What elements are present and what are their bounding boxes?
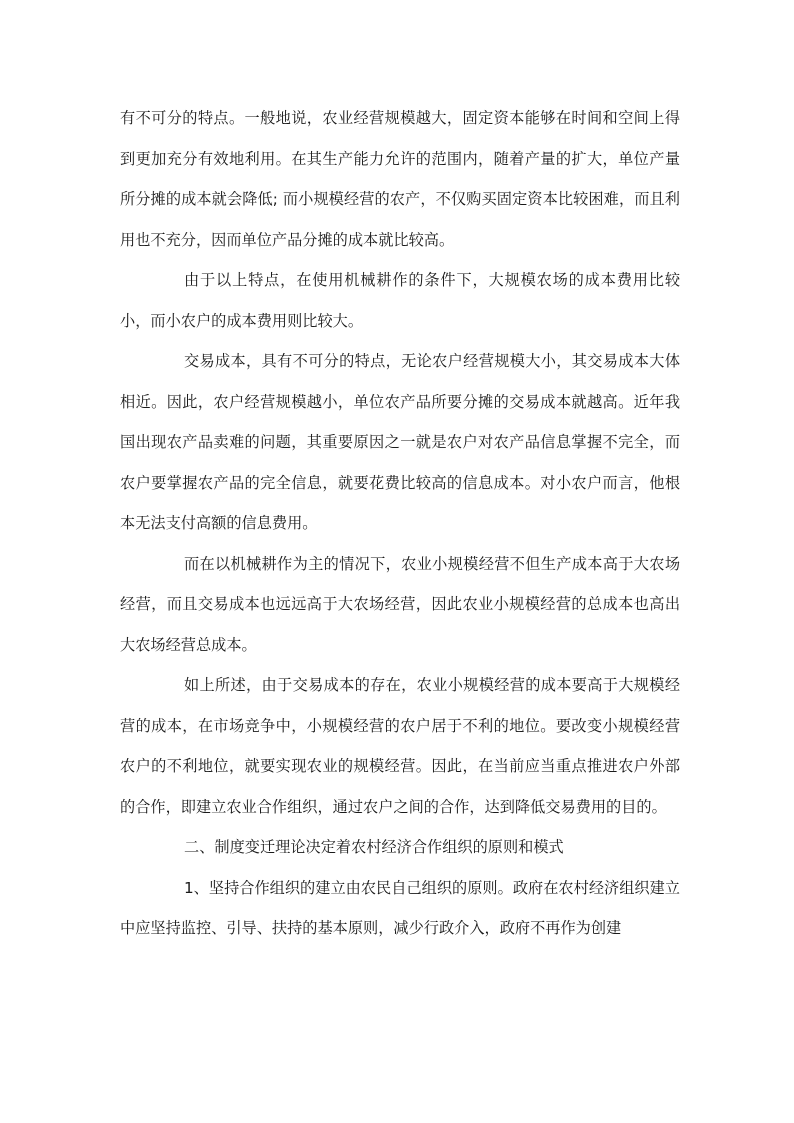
paragraph: 而在以机械耕作为主的情况下，农业小规模经营不但生产成本高于大农场经营，而且交易成本也远远高于大农场经营，因此农业小规模经营的总成本也高出大农场经营总成本。: [120, 554, 680, 654]
section-heading: 二、制度变迁理论决定着农村经济合作组织的原则和模式: [184, 838, 564, 856]
paragraph: 如上所述，由于交易成本的存在，农业小规模经营的成本要高于大规模经营的成本，在市场竞争中，小规模经营的农户居于不利的地位。要改变小规模经营农户的不利地位，就要实现农业的规模经营。因此，在当前应当重点推进农户外部的合作，即建立农业合作组织，通过农户之间的合作，达到降低交易费用的目的。: [120, 676, 680, 816]
paragraph: 由于以上特点，在使用机械耕作的条件下，大规模农场的成本费用比较小，而小农户的成本费用则比较大。: [120, 271, 680, 330]
paragraph-continued: 有不可分的特点。一般地说，农业经营规模越大，固定资本能够在时间和空间上得到更加充分有效地利用。在其生产能力允许的范围内，随着产量的扩大，单位产量所分摊的成本就会降低; 而小规模经营的农产，不仅购买固定资本比较困难，而且利用也不充分，因而单位产品分摊的成本就比较高。: [120, 109, 680, 249]
paragraph: 交易成本，具有不可分的特点，无论农户经营规模大小，其交易成本大体相近。因此，农户经营规模越小，单位农产品所要分摊的交易成本就越高。近年我国出现农产品卖难的问题，其重要原因之一就是农户对农产品信息掌握不完全，而农户要掌握农产品的完全信息，就要花费比较高的信息成本。对小农户而言，他根本无法支付高额的信息费用。: [120, 352, 680, 532]
document-body: [120, 98, 680, 949]
paragraph: 1、坚持合作组织的建立由农民自己组织的原则。政府在农村经济组织建立中应坚持监控、引导、扶持的基本原则，减少行政介入，政府不再作为创建: [120, 878, 680, 937]
